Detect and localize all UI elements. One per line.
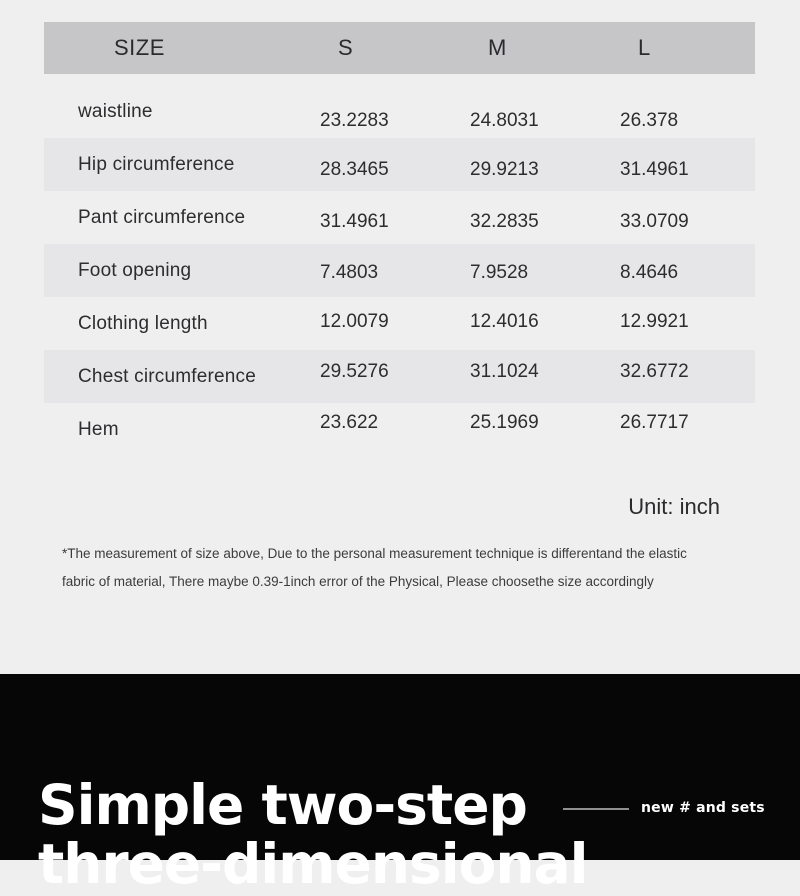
cell-value: 12.0079 xyxy=(320,310,389,332)
cell-value: 12.4016 xyxy=(470,310,539,332)
hero-banner xyxy=(0,674,800,896)
cell-value: 32.6772 xyxy=(620,360,689,382)
header-size-label: SIZE xyxy=(114,35,165,60)
hero-tag: new # and sets xyxy=(641,800,765,816)
table-row xyxy=(44,138,755,191)
cell-value: 7.9528 xyxy=(470,261,529,283)
row-label: waistline xyxy=(78,100,153,122)
table-row xyxy=(44,85,755,138)
table-row xyxy=(44,297,755,350)
cell-value: 29.9213 xyxy=(470,158,539,180)
cell-value: 12.9921 xyxy=(620,310,689,332)
row-label: Chest circumference xyxy=(78,365,257,387)
hero-title xyxy=(38,773,588,896)
disclaimer-line-1: *The measurement of size above, Due to the personal measurement technique is differentand the elastic xyxy=(62,546,687,561)
row-label: Clothing length xyxy=(78,312,208,334)
row-label: Pant circumference xyxy=(78,206,246,228)
cell-value: 8.4646 xyxy=(620,261,679,283)
size-chart-table xyxy=(44,22,755,456)
table-row xyxy=(44,350,755,403)
cell-value: 25.1969 xyxy=(470,411,539,433)
cell-value: 24.8031 xyxy=(470,109,539,131)
table-row xyxy=(44,244,755,297)
row-label: Hip circumference xyxy=(78,153,235,175)
size-table-body xyxy=(44,85,755,456)
cell-value: 29.5276 xyxy=(320,360,389,382)
cell-value: 31.4961 xyxy=(620,158,689,180)
header-col-s: S xyxy=(338,35,354,60)
row-label: Hem xyxy=(78,418,119,440)
cell-value: 23.622 xyxy=(320,411,379,433)
cell-value: 23.2283 xyxy=(320,109,389,131)
disclaimer-line-2: fabric of material, There maybe 0.39-1inch error of the Physical, Please choosethe size accordingly xyxy=(62,574,654,589)
cell-value: 31.1024 xyxy=(470,360,539,382)
unit-note: Unit: inch xyxy=(628,494,720,519)
cell-value: 7.4803 xyxy=(320,261,379,283)
table-row xyxy=(44,191,755,244)
cell-value: 26.378 xyxy=(620,109,679,131)
header-col-m: M xyxy=(488,35,507,60)
cell-value: 33.0709 xyxy=(620,210,689,232)
measurement-disclaimer xyxy=(62,540,752,596)
hero-title-line-2: three-dimensional xyxy=(38,832,588,896)
table-row xyxy=(44,403,755,456)
header-col-l: L xyxy=(638,35,651,60)
cell-value: 26.7717 xyxy=(620,411,689,433)
cell-value: 32.2835 xyxy=(470,210,539,232)
row-label: Foot opening xyxy=(78,259,192,281)
hero-title-line-1: Simple two-step xyxy=(38,773,527,837)
cell-value: 28.3465 xyxy=(320,158,389,180)
size-table-header xyxy=(44,22,755,74)
connector-line xyxy=(563,808,629,810)
cell-value: 31.4961 xyxy=(320,210,389,232)
